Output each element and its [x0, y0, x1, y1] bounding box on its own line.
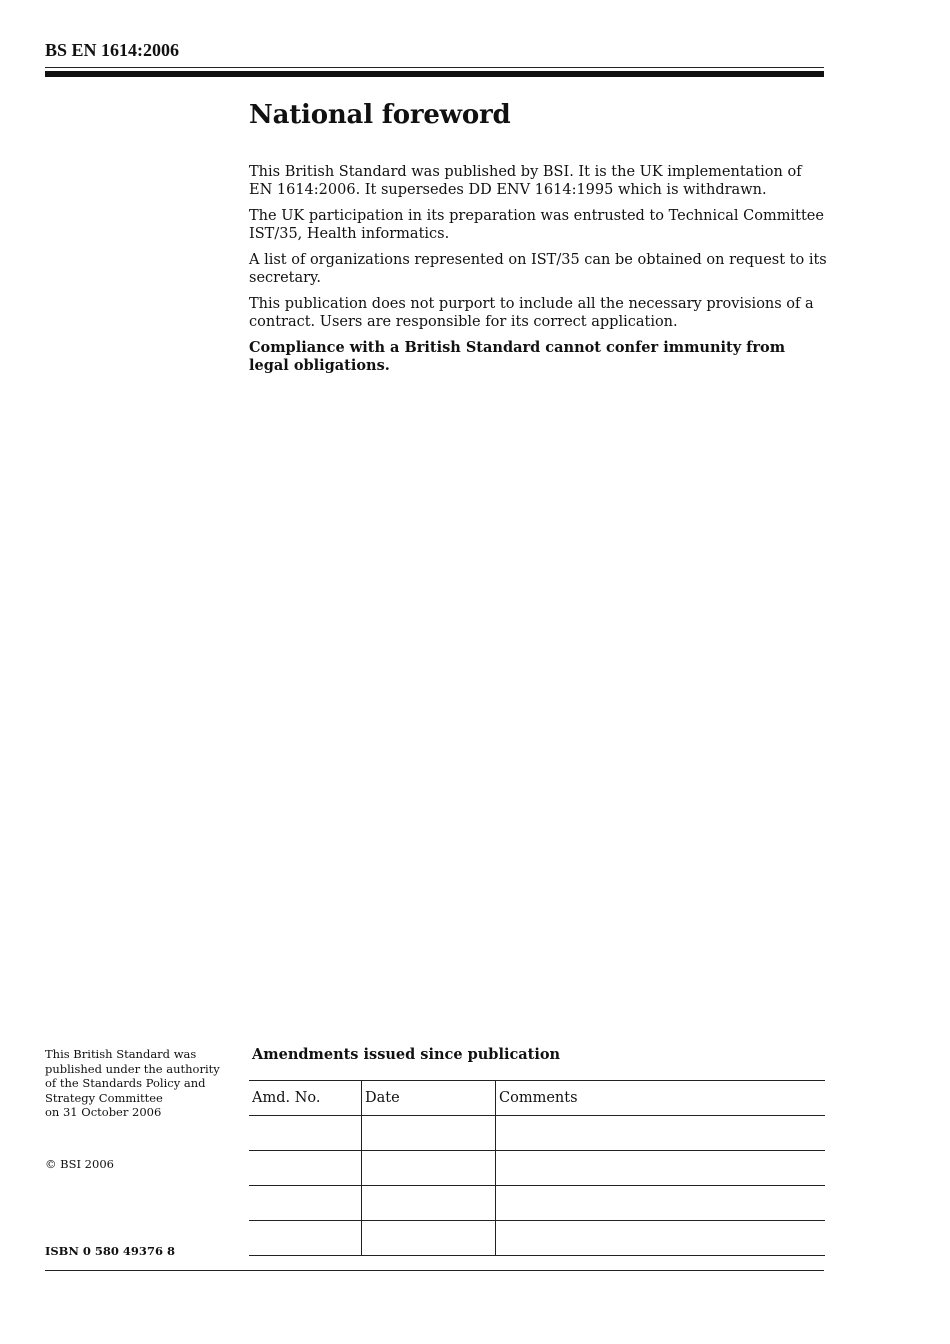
paragraph-publication: This British Standard was published by BSI. It is the UK implementation of EN 1614:2006. It supersedes DD ENV 1614:1995 which is withdrawn.	[249, 164, 802, 198]
foreword-body	[249, 163, 829, 383]
paragraph-participation: The UK participation in its preparation was entrusted to Technical Committee IST/35, Health informatics.	[249, 208, 824, 242]
column-header-amd-no: Amd. No.	[249, 1081, 362, 1116]
footer-rule	[45, 1270, 824, 1271]
amendments-table	[249, 1080, 825, 1256]
column-header-comments: Comments	[496, 1081, 826, 1116]
table-row	[249, 1116, 825, 1151]
table-row	[249, 1221, 825, 1256]
authority-line: This British Standard was	[45, 1047, 197, 1061]
document-code: BS EN 1614:2006	[45, 40, 180, 60]
table-cell	[249, 1221, 362, 1256]
paragraph-provisions: This publication does not purport to include all the necessary provisions of a contract. Users are responsible for its correct application.	[249, 296, 814, 330]
table-cell	[496, 1221, 826, 1256]
publication-authority-note	[45, 1047, 235, 1120]
isbn-number: ISBN 0 580 49376 8	[45, 1244, 175, 1258]
table-cell	[496, 1151, 826, 1186]
header-rule-thick	[45, 71, 824, 77]
table-cell	[249, 1116, 362, 1151]
header-rule-thin	[45, 67, 824, 68]
paragraph-organizations: A list of organizations represented on IST/35 can be obtained on request to its secretary.	[249, 252, 827, 286]
table-cell	[362, 1186, 496, 1221]
table-cell	[249, 1186, 362, 1221]
table-cell	[496, 1186, 826, 1221]
table-header-row	[249, 1081, 825, 1116]
table-cell	[249, 1151, 362, 1186]
authority-line: published under the authority	[45, 1061, 220, 1076]
authority-line: of the Standards Policy and	[45, 1076, 206, 1090]
authority-line: Strategy Committee	[45, 1090, 163, 1105]
column-header-date: Date	[362, 1081, 496, 1116]
amendments-title: Amendments issued since publication	[252, 1046, 561, 1063]
table-cell	[362, 1151, 496, 1186]
compliance-statement: Compliance with a British Standard cannot confer immunity from legal obligations.	[249, 339, 786, 374]
table-row	[249, 1151, 825, 1186]
copyright-notice: © BSI 2006	[45, 1157, 114, 1171]
authority-line: on 31 October 2006	[45, 1105, 162, 1119]
table-cell	[362, 1116, 496, 1151]
table-cell	[496, 1116, 826, 1151]
page-title: National foreword	[249, 100, 511, 130]
table-row	[249, 1186, 825, 1221]
table-cell	[362, 1221, 496, 1256]
